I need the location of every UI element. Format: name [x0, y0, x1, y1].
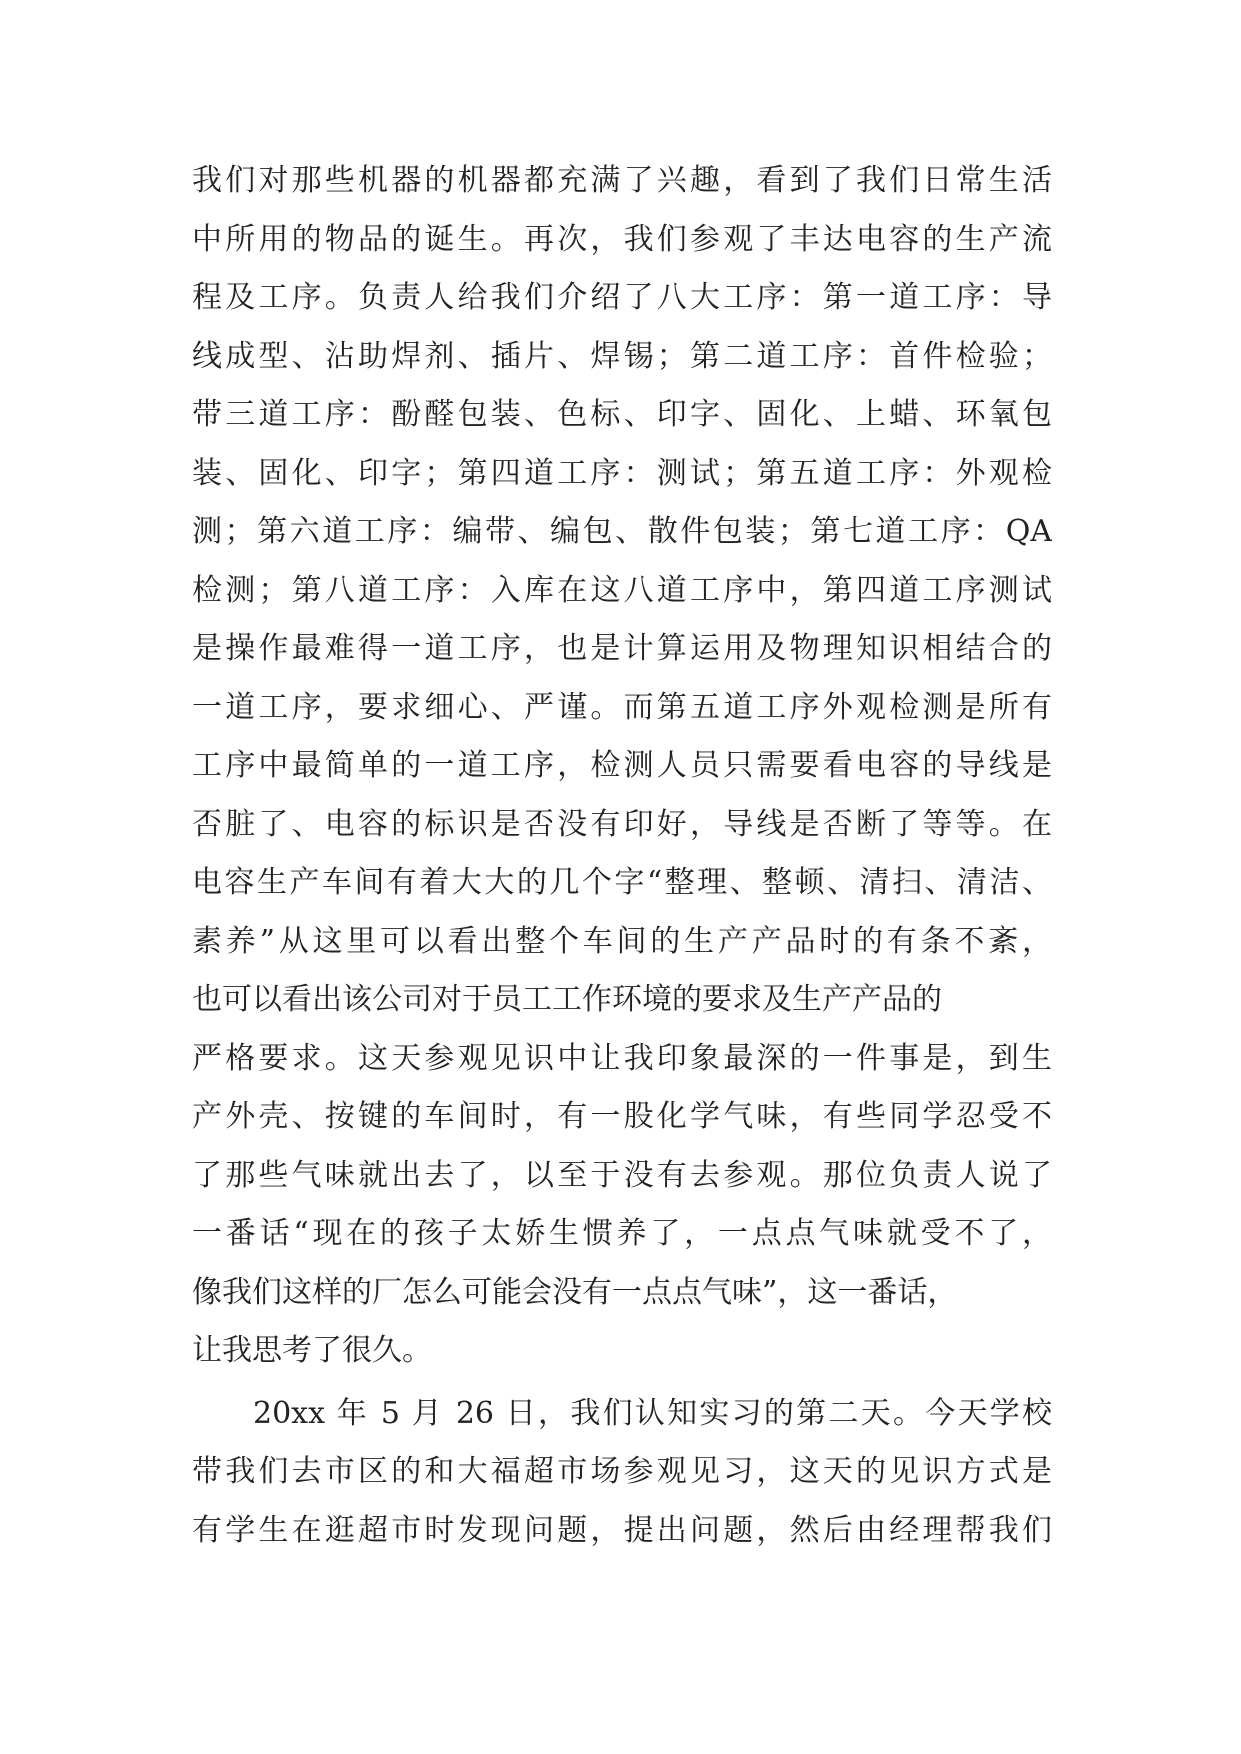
text-line: 像我们这样的厂怎么可能会没有一点点气味”，这一番话，: [192, 1274, 958, 1310]
text-line: 我们对那些机器的机器都充满了兴趣，看到了我们日常生活: [192, 163, 1052, 198]
text-line: 线成型、沾助焊剂、插片、焊锡；第二道工序：首件检验；: [192, 338, 1052, 374]
paragraph-2: [192, 1385, 1052, 1561]
text-line: 一道工序，要求细心、严谨。而第五道工序外观检测是所有: [192, 689, 1052, 725]
text-line: 测；第六道工序：编带、编包、散件包装；第七道工序：QA: [192, 514, 1052, 549]
text-line: 素养”从这里可以看出整个车间的生产产品时的有条不紊，: [192, 923, 1052, 959]
text-line: 了那些气味就出去了，以至于没有去参观。那位负责人说了: [192, 1157, 1052, 1193]
text-line: 也可以看出该公司对于员工工作环境的要求及生产产品的: [192, 982, 942, 1017]
text-line: 让我思考了很久。: [192, 1333, 432, 1368]
text-line: 工序中最简单的一道工序，检测人员只需要看电容的导线是: [192, 748, 1052, 783]
text-line: 中所用的物品的诞生。再次，我们参观了丰达电容的生产流: [192, 221, 1052, 257]
text-line: 严格要求。这天参观见识中让我印象最深的一件事是，到生: [192, 1040, 1052, 1076]
text-line: 装、固化、印字；第四道工序：测试；第五道工序：外观检: [192, 455, 1052, 491]
text-line: 检测；第八道工序：入库在这八道工序中，第四道工序测试: [192, 572, 1052, 608]
text-line: 20xx 年 5 月 26 日，我们认知实习的第二天。今天学校: [253, 1395, 1052, 1431]
text-line: 带三道工序：酚醛包装、色标、印字、固化、上蜡、环氧包: [192, 397, 1052, 432]
text-line: 否脏了、电容的标识是否没有印好，导线是否断了等等。在: [192, 806, 1052, 842]
text-line: 产外壳、按键的车间时，有一股化学气味，有些同学忍受不: [192, 1099, 1052, 1134]
text-line: 程及工序。负责人给我们介绍了八大工序：第一道工序：导: [192, 280, 1052, 315]
document-body: [192, 152, 1052, 1560]
text-line: 电容生产车间有着大大的几个字“整理、整顿、清扫、清洁、: [192, 865, 1052, 900]
text-line: 有学生在逛超市时发现问题，提出问题，然后由经理帮我们: [192, 1512, 1052, 1548]
paragraph-1: [192, 152, 1052, 1381]
text-line: 是操作最难得一道工序，也是计算运用及物理知识相结合的: [192, 631, 1052, 666]
text-line: 一番话“现在的孩子太娇生惯养了，一点点气味就受不了，: [192, 1216, 1052, 1251]
text-line: 带我们去市区的和大福超市场参观见习，这天的见识方式是: [192, 1454, 1052, 1489]
